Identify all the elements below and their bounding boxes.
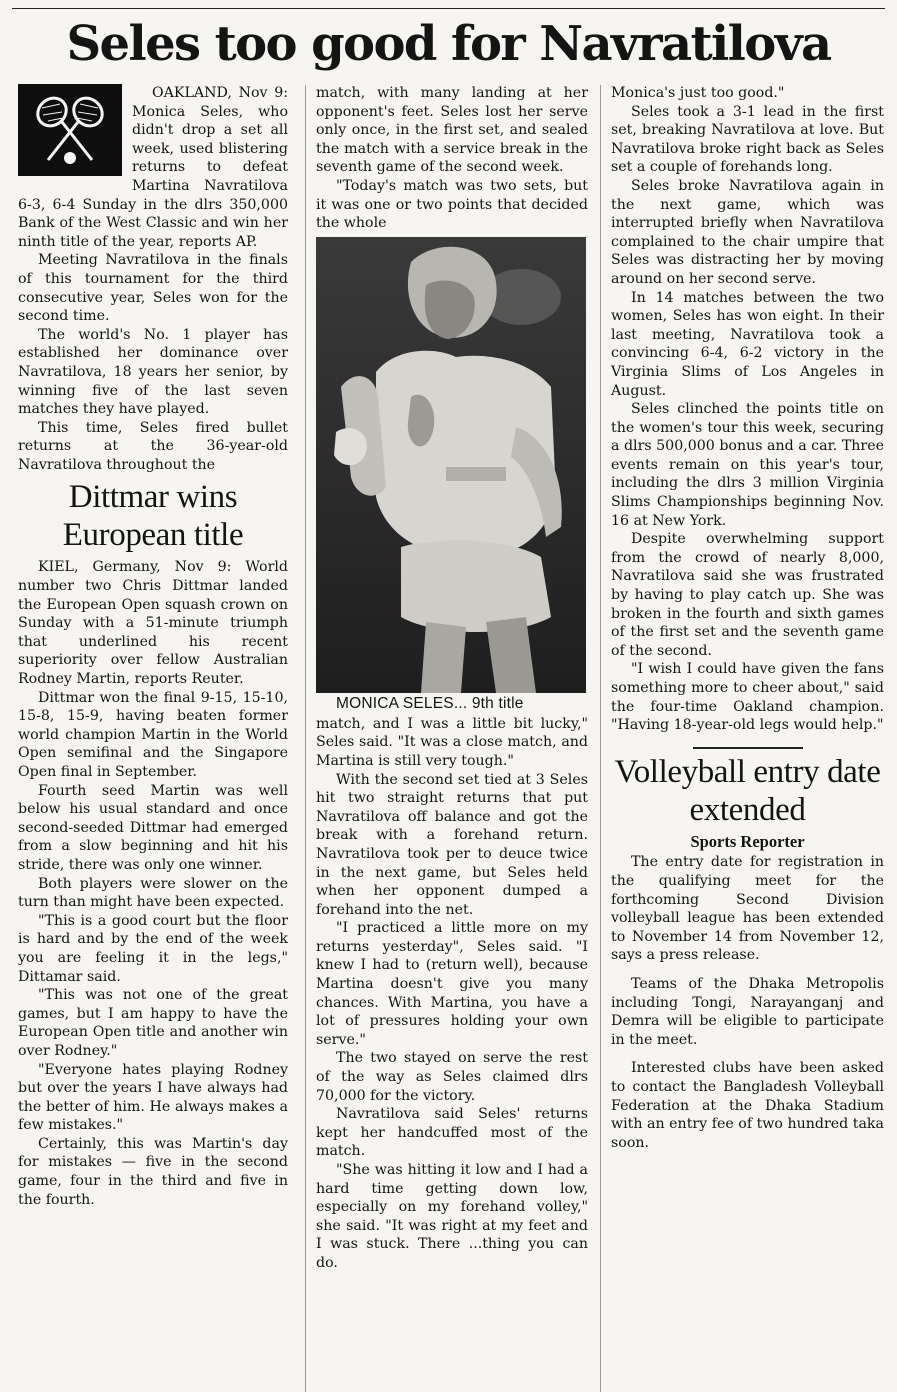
dittmar-paragraph: Dittmar won the final 9-15, 15-10, 15-8, 15-9, having beaten former world champion Martin in the World Open semifinal and the Singapore Open final in September. (18, 689, 288, 780)
seles-paragraph: "Today's match was two sets, but it was one or two points that decided the whole (316, 177, 588, 232)
column-rule (600, 85, 601, 1392)
volleyball-paragraph: Interested clubs have been asked to contact the Bangladesh Volleyball Federation at the Dhaka Stadium with an entry fee of two hundred taka soon. (611, 1060, 884, 1151)
seles-paragraph: Seles clinched the points title on the women's tour this week, securing a dlrs 500,000 bonus and a car. Three events remain on this year's tour, including the dlrs 3 million Virginia Slims Championships beginning Nov. 16 at New York. (611, 401, 884, 529)
volleyball-paragraph: Teams of the Dhaka Metropolis including Tongi, Narayanganj and Demra will be eligible to participate in the meet. (611, 975, 884, 1048)
dittmar-paragraph: "This is a good court but the floor is hard and by the end of the week you are feeling it in the legs," Dittamar said. (18, 912, 288, 985)
story-divider (693, 747, 803, 749)
seles-paragraph: match, with many landing at her opponent's feet. Seles lost her serve only once, in the first set, and sealed the match with a service break in the seventh game of the second week. (316, 85, 588, 176)
seles-paragraph: Despite overwhelming support from the crowd of nearly 8,000, Navratilova said she was frustrated by having to play catch up. She was broken in the fourth and sixth games of the first set and the seventh game of the second. (611, 531, 884, 659)
seles-paragraph: The world's No. 1 player has established her dominance over Navratilova, 18 years her senior, by winning five of the last seven matches they have played. (18, 326, 288, 418)
volleyball-byline: Sports Reporter (690, 831, 805, 851)
top-border (12, 0, 885, 9)
seles-paragraph: OAKLAND, Nov 9: Monica Seles, who didn't drop a set all week, used blistering returns to defeat Martina Navratilova 6-3, 6-4 Sunday in the dlrs 350,000 Bank of the West Classic and win her ninth title of the year, reports AP. (18, 85, 288, 250)
crossed-tennis-rackets-icon-graphic (26, 90, 114, 170)
seles-paragraph: Seles broke Navratilova again in the next game, which was interrupted briefly when Navratilova complained to the chair umpire that Seles was distracting her by moving around on her second serve. (611, 177, 884, 287)
column-middle (316, 84, 588, 1390)
column-rule (305, 85, 306, 1392)
photo-caption: MONICA SELES... 9th title (336, 694, 524, 712)
crossed-tennis-rackets-icon (18, 84, 122, 176)
seles-paragraph: Navratilova said Seles' returns kept her handcuffed most of the match. (316, 1106, 588, 1160)
column-left (18, 84, 288, 1390)
dittmar-paragraph: KIEL, Germany, Nov 9: World number two Chris Dittmar landed the European Open squash crown on Sunday with a 51-minute triumph that underlined his recent superiority over fellow Australian Rodney Martin, reports Reuter. (18, 559, 288, 688)
paragraph-gap (611, 1049, 884, 1059)
column-right (611, 84, 884, 1390)
dittmar-paragraph: Fourth seed Martin was well below his usual standard and once second-seeded Dittmar had emerged from a slow beginning and hit his stride, there was only one winner. (18, 782, 288, 873)
monica-seles-photo (316, 237, 586, 693)
seles-paragraph: With the second set tied at 3 Seles hit two straight returns that put Navratilova off balance and got the break with a forehand return. Navratilova took per to deuce twice in the next game, but Seles held when her opponent dumped a forehand into the net. (316, 771, 588, 918)
seles-paragraph: The two stayed on serve the rest of the way as Seles claimed dlrs 70,000 for the victory. (316, 1050, 588, 1104)
photo-graphic (316, 237, 586, 693)
seles-paragraph: Meeting Navratilova in the finals of this tournament for the third consecutive year, Seles won for the second time. (18, 252, 288, 325)
seles-paragraph: "She was hitting it low and I had a hard time getting down low, especially on my forehand volley," she said. "It was right at my feet and I was stuck. There ...thing you can do. (316, 1162, 588, 1271)
seles-paragraph: Monica's just too good." (611, 85, 785, 101)
dittmar-paragraph: Both players were slower on the turn than might have been expected. (18, 875, 288, 911)
dittmar-paragraph: Certainly, this was Martin's day for mistakes — five in the second game, four in the third and five in the fourth. (18, 1135, 288, 1208)
seles-paragraph: Seles took a 3-1 lead in the first set, breaking Navratilova at love. But Navratilova broke right back as Seles set a couple of forehands long. (611, 103, 884, 176)
seles-paragraph: In 14 matches between the two women, Seles has won eight. In their last meeting, Navratilova took a convincing 6-4, 6-2 victory in the Virginia Slims of Los Angeles in August. (611, 289, 884, 399)
seles-paragraph: "I wish I could have given the fans something more to cheer about," said the four-time Oakland champion. "Having 18-year-old legs would help." (611, 661, 884, 734)
paragraph-gap (611, 965, 884, 975)
seles-paragraph: This time, Seles fired bullet returns at the 36-year-old Navratilova throughout the (18, 419, 288, 473)
seles-paragraph: "I practiced a little more on my returns yesterday", Seles said. "I knew I had to (return well), because Martina doesn't give you many chances. With Martina, you have a lot of pressures holding your own serve." (316, 920, 588, 1048)
page-headline: Seles too good for Navratilova (66, 16, 831, 72)
dittmar-paragraph: "This was not one of the great games, but I am happy to have the European Open title and another win over Rodney." (18, 987, 288, 1059)
volleyball-headline: Volleyball entry date extended (614, 753, 881, 828)
seles-paragraph: match, and I was a little bit lucky," Seles said. "It was a close match, and Martina is still very tough." (316, 715, 588, 769)
dittmar-paragraph: "Everyone hates playing Rodney but over the years I have always had the better of him. He always makes a few mistakes." (18, 1061, 288, 1134)
dittmar-headline: Dittmar wins European title (62, 479, 244, 554)
volleyball-paragraph: The entry date for registration in the qualifying meet for the forthcoming Second Division volleyball league has been extended to November 14 from November 12, says a press release. (611, 854, 884, 964)
